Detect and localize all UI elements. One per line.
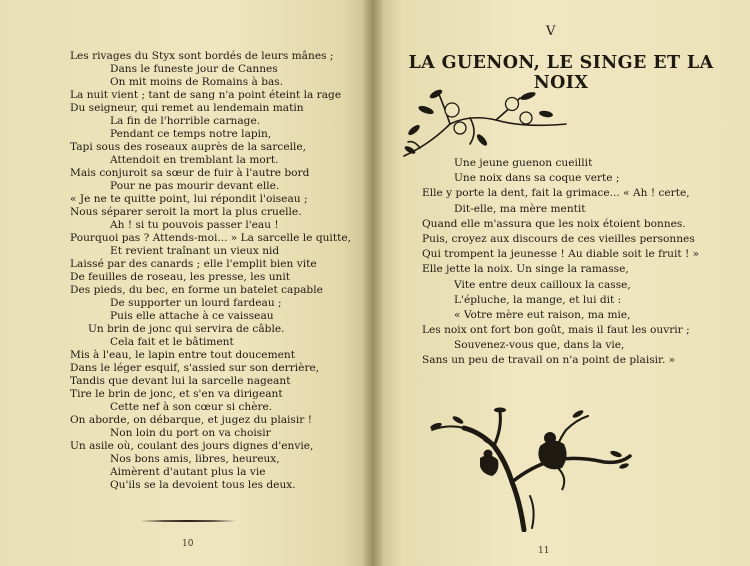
verse-line: Qu'ils se la devoient tous les deux. bbox=[110, 479, 296, 491]
verse-line: Sans un peu de travail on n'a point de plaisir. » bbox=[422, 354, 676, 367]
verse-line: Cela fait et le bâtiment bbox=[110, 336, 234, 348]
verse-line: On aborde, on débarque, et jugez du plaisir ! bbox=[70, 414, 312, 426]
fable-title: LA GUENON, LE SINGE ET LA NOIX bbox=[408, 53, 714, 93]
verse-line: Un asile où, coulant des jours dignes d'envie, bbox=[70, 440, 314, 452]
page-number-left: 10 bbox=[182, 539, 194, 549]
verse-line: Elle y porte la dent, fait la grimace... « Ah ! certe, bbox=[422, 187, 690, 200]
verse-line: Non loin du port on va choisir bbox=[110, 427, 271, 439]
monkeys-in-tree-icon bbox=[428, 406, 632, 532]
right-verse bbox=[422, 156, 699, 369]
verse-line: Nous séparer seroit la mort la plus cruelle. bbox=[70, 206, 302, 218]
verse-line: La fin de l'horrible carnage. bbox=[110, 115, 261, 127]
verse-line: Dans le funeste jour de Cannes bbox=[110, 63, 278, 75]
left-page bbox=[0, 0, 372, 566]
verse-line: De feuilles de roseau, les presse, les unit bbox=[70, 271, 291, 283]
verse-line: Ah ! si tu pouvois passer l'eau ! bbox=[110, 219, 279, 231]
verse-line: Qui trompent la jeunesse ! Au diable soit le fruit ! » bbox=[422, 248, 700, 261]
verse-line: « Votre mère eut raison, ma mie, bbox=[454, 308, 631, 321]
right-page bbox=[372, 0, 750, 566]
left-verse bbox=[70, 50, 351, 492]
verse-line: Mis à l'eau, le lapin entre tout doucement bbox=[70, 349, 295, 361]
verse-line: Une noix dans sa coque verte ; bbox=[454, 172, 620, 185]
verse-line: Puis, croyez aux discours de ces vieilles personnes bbox=[422, 232, 695, 245]
verse-line: La nuit vient ; tant de sang n'a point éteint la rage bbox=[70, 89, 342, 101]
verse-line: Des pieds, du bec, en forme un batelet capable bbox=[70, 284, 323, 296]
verse-line: Un brin de jonc qui servira de câble. bbox=[88, 323, 285, 335]
verse-line: Et revient traînant un vieux nid bbox=[110, 245, 280, 257]
book-gutter bbox=[362, 0, 384, 566]
verse-line: Vite entre deux cailloux la casse, bbox=[454, 278, 631, 291]
verse-line: Pourquoi pas ? Attends-moi... » La sarcelle le quitte, bbox=[70, 232, 351, 244]
verse-line: Les noix ont fort bon goût, mais il faut les ouvrir ; bbox=[422, 324, 690, 337]
verse-line: Dans le léger esquif, s'assied sur son derrière, bbox=[70, 362, 320, 374]
verse-line: De supporter un lourd fardeau ; bbox=[110, 297, 282, 309]
verse-line: Quand elle m'assura que les noix étoient bonnes. bbox=[422, 217, 686, 230]
verse-line: Aimèrent d'autant plus la vie bbox=[110, 466, 266, 478]
verse-line: Du seigneur, qui remet au lendemain matin bbox=[70, 102, 304, 114]
verse-line: Mais conjuroit sa sœur de fuir à l'autre bord bbox=[70, 167, 310, 179]
chapter-number: V bbox=[546, 24, 556, 39]
verse-line: Attendoit en tremblant la mort. bbox=[110, 154, 279, 166]
ornamental-rule-icon bbox=[140, 519, 236, 523]
page-number-right: 11 bbox=[538, 546, 550, 556]
verse-line: Nos bons amis, libres, heureux, bbox=[110, 453, 280, 465]
verse-line: Tapi sous des roseaux auprès de la sarcelle, bbox=[70, 141, 307, 153]
verse-line: Pendant ce temps notre lapin, bbox=[110, 128, 272, 140]
verse-line: Dit-elle, ma mère mentit bbox=[454, 202, 586, 215]
verse-line: Une jeune guenon cueillit bbox=[454, 157, 593, 169]
verse-line: Elle jette la noix. Un singe la ramasse, bbox=[422, 263, 629, 276]
verse-line: Laissé par des canards ; elle l'emplit bien vite bbox=[70, 258, 317, 270]
verse-line: Puis elle attache à ce vaisseau bbox=[110, 310, 274, 322]
verse-line: L'épluche, la mange, et lui dit : bbox=[454, 293, 622, 306]
verse-line: « Je ne te quitte point, lui répondit l'oiseau ; bbox=[70, 193, 308, 205]
verse-line: Cette nef à son cœur si chère. bbox=[110, 401, 273, 413]
verse-line: Pour ne pas mourir devant elle. bbox=[110, 180, 280, 192]
verse-line: Tire le brin de jonc, et s'en va dirigeant bbox=[70, 388, 283, 400]
verse-line: Tandis que devant lui la sarcelle nageant bbox=[70, 375, 291, 387]
walnut-branch-icon bbox=[400, 84, 570, 164]
verse-line: Les rivages du Styx sont bordés de leurs mânes ; bbox=[70, 50, 334, 62]
verse-line: On mit moins de Romains à bas. bbox=[110, 76, 284, 88]
verse-line: Souvenez-vous que, dans la vie, bbox=[454, 339, 625, 352]
